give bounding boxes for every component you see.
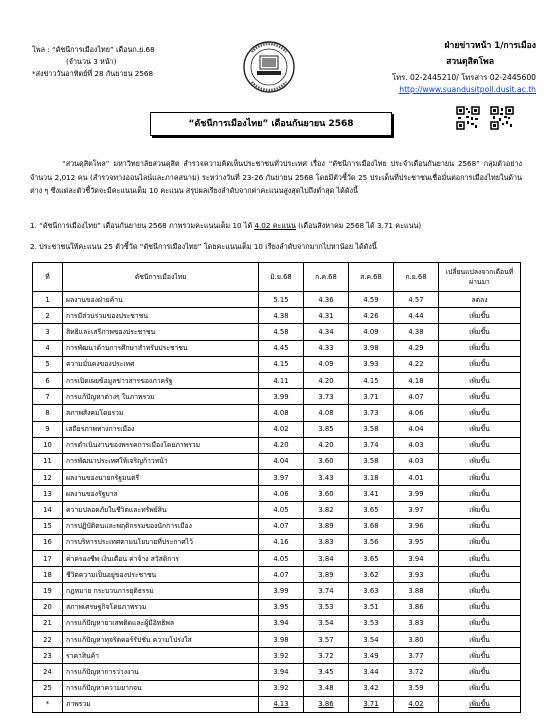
score-jun: 4.06 [259, 486, 304, 502]
table-row [33, 567, 521, 583]
header-department: ฝ่ายข่าวหน้า 1/การเมือง [444, 41, 536, 51]
score-aug: 3.73 [349, 405, 394, 421]
score-jul: 3.85 [304, 421, 349, 437]
score-sep: 4.22 [394, 356, 439, 372]
change-status: เพิ่มขึ้น [439, 486, 521, 502]
score-jun: 3.99 [259, 389, 304, 405]
indicator-name: การดำเนินงานของพรรคการเมืองโดยภาพรวม [63, 437, 259, 453]
score-sep: 4.01 [394, 470, 439, 486]
score-aug: 3.65 [349, 551, 394, 567]
table-row [33, 389, 521, 405]
change-status: เพิ่มขึ้น [439, 648, 521, 664]
score-sep: 4.03 [394, 437, 439, 453]
score-jun: 4.08 [259, 405, 304, 421]
total-score-jul: 3.86 [304, 696, 349, 712]
table-row [33, 372, 521, 388]
score-jul: 3.54 [304, 615, 349, 631]
score-jul: 3.53 [304, 599, 349, 615]
score-aug: 3.56 [349, 534, 394, 550]
table-row [33, 615, 521, 631]
row-number: 23 [33, 648, 63, 664]
score-jul: 3.73 [304, 389, 349, 405]
indicator-name: ผลงานของฝ่ายค้าน [63, 292, 259, 308]
indicator-name: การมีส่วนร่วมของประชาชน [63, 308, 259, 324]
table-row [33, 308, 521, 324]
table-row [33, 648, 521, 664]
change-status: เพิ่มขึ้น [439, 567, 521, 583]
indicator-name: ผลงานของนายกรัฐมนตรี [63, 470, 259, 486]
intro-paragraph: “สวนดุสิตโพล” มหาวิทยาลัยสวนดุสิต สำรวจความคิดเห็นประชาชนทั่วประเทศ เรื่อง “ดัชนีการเมืองไทย ประจำเดือนกันยายน 2568” กลุ่มตัวอย่าง จำนวน 2,012 คน (สำรวจทางออนไลน์และภาคสนาม) ระหว่างวันที่ 23-26 กันยายน 2568 โดยมีตัวชี้วัด 25 ประเด็นที่ประชาชนเชื่อมั่นต่อการเมืองไทยในด้านต่าง ๆ ซึ่งแต่ละตัวชี้วัดจะมีคะแนนเต็ม 10 คะแนน สรุปผลเรียงลำดับจากค่าคะแนนสูงสุดไปถึงต่ำสุด ได้ดังนี้ [30, 159, 522, 196]
change-status: เพิ่มขึ้น [439, 372, 521, 388]
score-jul: 3.60 [304, 486, 349, 502]
change-status: เพิ่มขึ้น [439, 405, 521, 421]
score-jul: 3.89 [304, 518, 349, 534]
row-number: 10 [33, 437, 63, 453]
score-jul: 3.89 [304, 567, 349, 583]
score-sep: 4.38 [394, 324, 439, 340]
indicator-name: กฎหมาย กระบวนการยุติธรรม [63, 583, 259, 599]
score-jul: 4.34 [304, 324, 349, 340]
table-row [33, 551, 521, 567]
table-row [33, 356, 521, 372]
score-aug: 3.41 [349, 486, 394, 502]
row-number: 2 [33, 308, 63, 324]
score-aug: 4.15 [349, 372, 394, 388]
score-sep: 4.06 [394, 405, 439, 421]
score-aug: 4.26 [349, 308, 394, 324]
row-number: 5 [33, 356, 63, 372]
row-number: 6 [33, 372, 63, 388]
total-score-aug: 3.71 [349, 696, 394, 712]
score-aug: 3.42 [349, 680, 394, 696]
score-sep: 3.96 [394, 518, 439, 534]
table-row [33, 324, 521, 340]
score-sep: 3.88 [394, 583, 439, 599]
row-number: 19 [33, 583, 63, 599]
score-aug: 3.58 [349, 453, 394, 469]
header-org: สวนดุสิตโพล [446, 57, 494, 67]
header-poll-label: โพล : “ดัชนีการเมืองไทย” เดือนก.ย.68 [32, 45, 155, 54]
overall-score: 4.02 คะแนน [254, 221, 296, 230]
score-sep: 3.80 [394, 631, 439, 647]
header-release-date: *ส่งข่าววันอาทิตย์ที่ 28 กันยายน 2568 [32, 69, 154, 78]
table-row [33, 340, 521, 356]
row-number: 21 [33, 615, 63, 631]
score-jul: 3.83 [304, 534, 349, 550]
score-jun: 4.38 [259, 308, 304, 324]
score-jul: 3.72 [304, 648, 349, 664]
change-status: เพิ่มขึ้น [439, 551, 521, 567]
change-status: เพิ่มขึ้น [439, 502, 521, 518]
row-number: 11 [33, 453, 63, 469]
score-sep: 3.99 [394, 486, 439, 502]
table-header-row [33, 263, 521, 292]
score-sep: 3.77 [394, 648, 439, 664]
score-aug: 3.63 [349, 583, 394, 599]
change-status: ลดลง [439, 292, 521, 308]
score-sep: 3.72 [394, 664, 439, 680]
university-seal-logo [238, 40, 300, 94]
indicator-name: การแก้ปัญหาความยากจน [63, 680, 259, 696]
page-title: “ดัชนีการเมืองไทย” เดือนกันยายน 2568 [150, 112, 392, 136]
indicator-name: การแก้ปัญหายาเสพติดและผู้มีอิทธิพล [63, 615, 259, 631]
qr-code-icon [456, 106, 480, 130]
change-status: เพิ่มขึ้น [439, 308, 521, 324]
score-aug: 3.51 [349, 599, 394, 615]
score-aug: 3.53 [349, 615, 394, 631]
score-jul: 4.20 [304, 437, 349, 453]
row-number: 1 [33, 292, 63, 308]
col-header-aug: ส.ค.68 [349, 263, 394, 292]
score-sep: 3.97 [394, 502, 439, 518]
indicator-name: การปฏิบัติตนและพฤติกรรมของนักการเมือง [63, 518, 259, 534]
row-number: 7 [33, 389, 63, 405]
qr-code-icon [490, 106, 514, 130]
score-jun: 4.07 [259, 567, 304, 583]
change-status: เพิ่มขึ้น [439, 534, 521, 550]
score-sep: 4.44 [394, 308, 439, 324]
row-number: 9 [33, 421, 63, 437]
table-row [33, 405, 521, 421]
col-header-jun: มิ.ย.68 [259, 263, 304, 292]
score-jun: 4.45 [259, 340, 304, 356]
row-number: 12 [33, 470, 63, 486]
score-jun: 3.92 [259, 648, 304, 664]
change-status: เพิ่มขึ้น [439, 615, 521, 631]
change-status: เพิ่มขึ้น [439, 631, 521, 647]
score-jul: 3.43 [304, 470, 349, 486]
score-jul: 4.36 [304, 292, 349, 308]
score-aug: 3.98 [349, 340, 394, 356]
score-jun: 4.58 [259, 324, 304, 340]
score-jun: 4.07 [259, 518, 304, 534]
indicator-name: ความปลอดภัยในชีวิตและทรัพย์สิน [63, 502, 259, 518]
col-header-no: ที่ [33, 263, 63, 292]
score-jul: 4.33 [304, 340, 349, 356]
score-aug: 3.71 [349, 389, 394, 405]
row-number: 17 [33, 551, 63, 567]
indicator-name: ความมั่นคงของประเทศ [63, 356, 259, 372]
table-row [33, 583, 521, 599]
indicator-name: ค่าครองชีพ เงินเดือน ค่าจ้าง สวัสดิการ [63, 551, 259, 567]
score-sep: 3.95 [394, 534, 439, 550]
table-row [33, 437, 521, 453]
col-header-indicator: ดัชนีการเมืองไทย [63, 263, 259, 292]
score-sep: 4.29 [394, 340, 439, 356]
score-jul: 3.48 [304, 680, 349, 696]
score-aug: 3.54 [349, 631, 394, 647]
score-jul: 4.09 [304, 356, 349, 372]
col-header-sep: ก.ย.68 [394, 263, 439, 292]
score-aug: 4.09 [349, 324, 394, 340]
score-aug: 3.68 [349, 518, 394, 534]
score-aug: 3.74 [349, 437, 394, 453]
score-jun: 3.92 [259, 680, 304, 696]
score-sep: 4.03 [394, 453, 439, 469]
change-status: เพิ่มขึ้น [439, 340, 521, 356]
score-jul: 3.60 [304, 453, 349, 469]
indicator-name: การพัฒนาประเทศให้เจริญก้าวหน้า [63, 453, 259, 469]
score-aug: 3.49 [349, 648, 394, 664]
score-jun: 3.95 [259, 599, 304, 615]
score-jul: 4.31 [304, 308, 349, 324]
table-row [33, 631, 521, 647]
indicator-name: ชีวิตความเป็นอยู่ของประชาชน [63, 567, 259, 583]
score-sep: 4.04 [394, 421, 439, 437]
table-row [33, 486, 521, 502]
row-number: 4 [33, 340, 63, 356]
row-number: 18 [33, 567, 63, 583]
score-jun: 4.04 [259, 453, 304, 469]
table-total-row [33, 696, 521, 712]
change-status: เพิ่มขึ้น [439, 470, 521, 486]
row-number: 24 [33, 664, 63, 680]
score-sep: 4.07 [394, 389, 439, 405]
indicator-name: การแก้ปัญหาการว่างงาน [63, 664, 259, 680]
change-status: เพิ่มขึ้น [439, 356, 521, 372]
header-phone: โทร. 02-2445210/ โทรสาร 02-2445600 [392, 73, 536, 82]
row-number: 14 [33, 502, 63, 518]
indicator-name: การเปิดเผยข้อมูลข่าวสารของภาครัฐ [63, 372, 259, 388]
score-jul: 4.08 [304, 405, 349, 421]
score-jun: 4.05 [259, 551, 304, 567]
row-number: 13 [33, 486, 63, 502]
score-jun: 3.94 [259, 664, 304, 680]
score-aug: 3.65 [349, 502, 394, 518]
score-jul: 3.74 [304, 583, 349, 599]
header-page-count: (จำนวน 3 หน้า) [66, 57, 117, 66]
change-status: เพิ่มขึ้น [439, 599, 521, 615]
change-status: เพิ่มขึ้น [439, 664, 521, 680]
change-status: เพิ่มขึ้น [439, 421, 521, 437]
total-indicator-name: ภาพรวม [63, 696, 259, 712]
score-jun: 4.20 [259, 437, 304, 453]
change-status: เพิ่มขึ้น [439, 583, 521, 599]
table-row [33, 502, 521, 518]
score-sep: 3.94 [394, 551, 439, 567]
change-status: เพิ่มขึ้น [439, 453, 521, 469]
row-number: 16 [33, 534, 63, 550]
score-sep: 3.86 [394, 599, 439, 615]
score-jul: 3.45 [304, 664, 349, 680]
score-jun: 4.02 [259, 421, 304, 437]
change-status: เพิ่มขึ้น [439, 437, 521, 453]
score-aug: 3.44 [349, 664, 394, 680]
table-row [33, 453, 521, 469]
score-aug: 3.58 [349, 421, 394, 437]
total-score-jun: 4.13 [259, 696, 304, 712]
row-number: 3 [33, 324, 63, 340]
row-number: 25 [33, 680, 63, 696]
table-row [33, 421, 521, 437]
total-change-status: เพิ่มขึ้น [439, 696, 521, 712]
table-row [33, 518, 521, 534]
indicator-name: การแก้ปัญหาทุจริตคอร์รัปชัน ความโปร่งใส [63, 631, 259, 647]
score-jun: 3.97 [259, 470, 304, 486]
score-sep: 3.93 [394, 567, 439, 583]
change-status: เพิ่มขึ้น [439, 389, 521, 405]
row-number: 15 [33, 518, 63, 534]
col-header-change: เปลี่ยนแปลงจากเดือนที่ผ่านมา [439, 263, 521, 292]
indicator-name: สภาพสังคมโดยรวม [63, 405, 259, 421]
score-sep: 4.57 [394, 292, 439, 308]
indicator-name: การบริหารประเทศตามนโยบายที่ประกาศไว้ [63, 534, 259, 550]
score-jul: 4.20 [304, 372, 349, 388]
summary-item-2: 2. ประชาชนให้คะแนน 25 ตัวชี้วัด “ดัชนีการเมืองไทย” โดยคะแนนเต็ม 10 เรียงลำดับจากมากไปหาน้อย ได้ดังนี้ [30, 242, 377, 251]
row-number: 22 [33, 631, 63, 647]
total-row-number: * [33, 696, 63, 712]
row-number: 20 [33, 599, 63, 615]
score-jun: 3.94 [259, 615, 304, 631]
indicator-name: ราคาสินค้า [63, 648, 259, 664]
score-jun: 3.99 [259, 583, 304, 599]
change-status: เพิ่มขึ้น [439, 680, 521, 696]
score-sep: 3.59 [394, 680, 439, 696]
table-row [33, 292, 521, 308]
indicator-name: เสถียรภาพทางการเมือง [63, 421, 259, 437]
score-jun: 4.16 [259, 534, 304, 550]
indicator-name: การพัฒนาด้านการศึกษาสำหรับประชาชน [63, 340, 259, 356]
score-jul: 3.57 [304, 631, 349, 647]
indicator-name: ผลงานของรัฐบาล [63, 486, 259, 502]
score-jun: 4.11 [259, 372, 304, 388]
summary-item-1: 1. “ดัชนีการเมืองไทย” เดือนกันยายน 2568 ภาพรวมคะแนนเต็ม 10 ได้ 4.02 คะแนน (เดือนสิงหาคม 2568 ได้ 3.71 คะแนน) [30, 221, 422, 230]
score-aug: 4.59 [349, 292, 394, 308]
col-header-jul: ก.ค.68 [304, 263, 349, 292]
score-aug: 3.93 [349, 356, 394, 372]
score-jul: 3.82 [304, 502, 349, 518]
row-number: 8 [33, 405, 63, 421]
table-row [33, 664, 521, 680]
table-row [33, 534, 521, 550]
table-row [33, 599, 521, 615]
score-jun: 4.15 [259, 356, 304, 372]
change-status: เพิ่มขึ้น [439, 518, 521, 534]
table-row [33, 680, 521, 696]
score-jul: 3.84 [304, 551, 349, 567]
score-aug: 3.18 [349, 470, 394, 486]
table-row [33, 470, 521, 486]
score-sep: 4.18 [394, 372, 439, 388]
score-jun: 3.98 [259, 631, 304, 647]
indicator-name: สภาพเศรษฐกิจโดยภาพรวม [63, 599, 259, 615]
total-score-sep: 4.02 [394, 696, 439, 712]
score-sep: 3.83 [394, 615, 439, 631]
header-url[interactable]: http://www.suandusitpoll.dusit.ac.th [399, 85, 536, 94]
index-table [32, 262, 521, 713]
score-jun: 5.15 [259, 292, 304, 308]
change-status: เพิ่มขึ้น [439, 324, 521, 340]
indicator-name: การแก้ปัญหาต่างๆ ในภาพรวม [63, 389, 259, 405]
indicator-name: สิทธิและเสรีภาพของประชาชน [63, 324, 259, 340]
score-jun: 4.05 [259, 502, 304, 518]
score-aug: 3.62 [349, 567, 394, 583]
